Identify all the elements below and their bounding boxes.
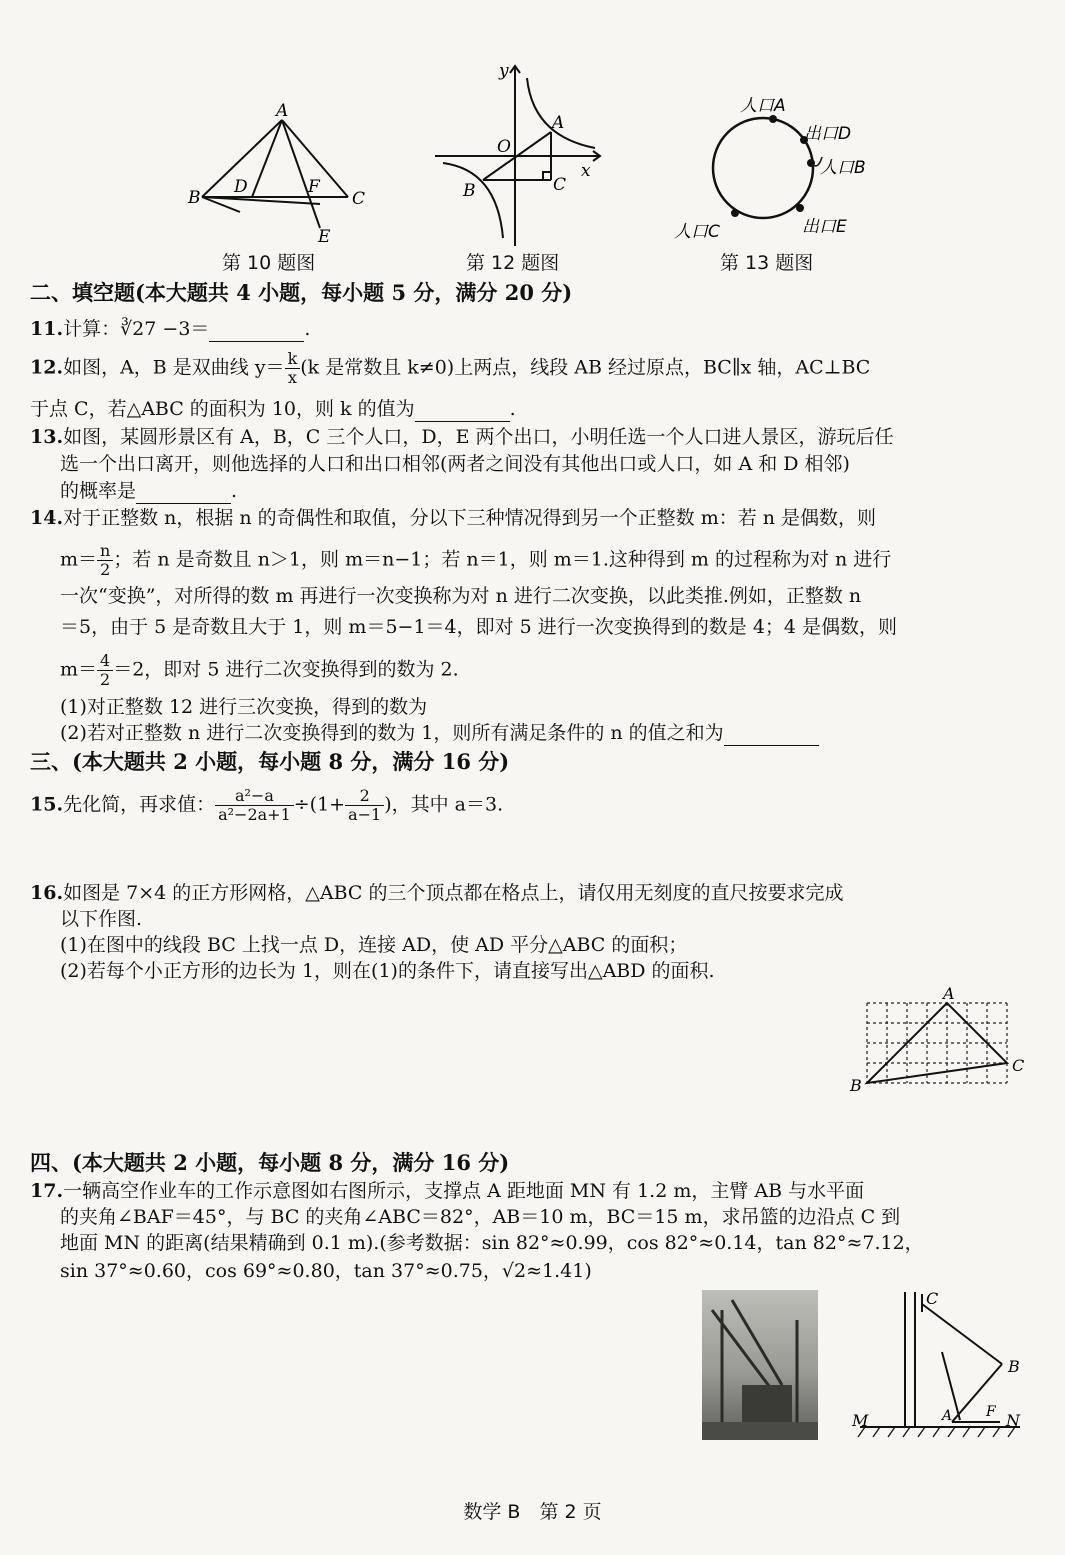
q14-line2-b: ；若 n 是奇数且 n＞1，则 m＝n−1；若 n＝1，则 m＝1.这种得到 m 的过程称为对 n 进行 [113, 548, 892, 571]
question-14-line2 [60, 542, 891, 579]
q12-number: 12. [30, 356, 64, 379]
fig10-label-a: A [276, 101, 289, 121]
q17-line1: 一辆高空作业车的工作示意图如右图所示，支撑点 A 距地面 MN 有 1.2 m，主臂 AB 与水平面 [63, 1180, 865, 1202]
q17-label-a: A [942, 1408, 953, 1424]
q17-diagram [850, 1282, 1030, 1447]
fig13-entrance-a: 人口A [740, 96, 786, 116]
fig12-label-b: B [463, 181, 476, 201]
q14-answer-blank[interactable] [724, 725, 819, 746]
q11-expression: ∛27 −3＝ [120, 318, 210, 340]
q12-line2: 于点 C，若△ABC 的面积为 10，则 k 的值为 [30, 398, 415, 420]
question-12 [30, 350, 870, 387]
q17-number: 17. [30, 1180, 64, 1202]
section-3-heading: 三、(本大题共 2 小题，每小题 8 分，满分 16 分) [30, 749, 510, 774]
q17-photo-drawing [702, 1290, 818, 1440]
q16-part1: (1)在图中的线段 BC 上找一点 D，连接 AD，使 AD 平分△ABC 的面积； [60, 934, 688, 956]
q13-number: 13. [30, 426, 64, 448]
q14-fraction-2 [97, 652, 113, 689]
question-17-line1 [30, 1178, 864, 1204]
question-13-line3 [60, 478, 237, 504]
fig10-label-e: E [318, 227, 331, 247]
q17-label-c: C [926, 1289, 939, 1308]
q14-line4: ＝5，由于 5 是奇数且大于 1，则 m＝5−1＝4，即对 5 进行一次变换得到的数是 4；4 是偶数，则 [60, 616, 898, 638]
q17-line2: 的夹角∠BAF＝45°，与 BC 的夹角∠ABC＝82°，AB＝10 m，BC＝15 m，求吊篮的边沿点 C 到 [60, 1206, 901, 1228]
q13-line1: 如图，某圆形景区有 A，B，C 三个人口，D，E 两个出口，小明任选一个人口进人景区，游玩后任 [63, 426, 894, 448]
figure-12 [435, 58, 610, 248]
q13-answer-blank[interactable] [136, 483, 231, 504]
question-14-line5 [60, 652, 459, 689]
q12-line1-b: (k 是常数且 k≠0)上两点，线段 AB 经过原点，BC∥x 轴，AC⊥BC [300, 356, 871, 379]
question-16-line1 [30, 880, 843, 906]
q12-frac-den: x [287, 368, 297, 387]
page-footer: 数学 B 第 2 页 [463, 1501, 602, 1523]
q13-line3: 的概率是 [60, 480, 137, 502]
q14-line5-a: m＝ [60, 658, 98, 681]
q17-label-b: B [1008, 1357, 1020, 1376]
figure-16-grid [845, 985, 1035, 1095]
fig13-exit-d: 出口D [804, 124, 852, 144]
q14-line1: 对于正整数 n，根据 n 的奇偶性和取值，分以下三种情况得到另一个正整数 m：若 n 是偶数，则 [63, 507, 877, 529]
q14-f1-num: n [97, 542, 113, 561]
q11-text: 计算： [63, 318, 121, 340]
fig13-entrance-b: 人口B [820, 158, 866, 178]
question-13-line1 [30, 424, 894, 450]
fig13-entrance-c: 人口C [674, 222, 720, 242]
q16-part2: (2)若每个小正方形的边长为 1，则在(1)的条件下，请直接写出△ABD 的面积. [60, 960, 715, 982]
fig16-label-a: A [943, 985, 955, 1003]
section-4-heading: 四、(本大题共 2 小题，每小题 8 分，满分 16 分) [30, 1150, 510, 1175]
q15-f1-num: a²−a [215, 787, 294, 806]
q14-part1: (1)对正整数 12 进行三次变换，得到的数为 [60, 696, 428, 718]
fig13-exit-e: 出口E [802, 217, 847, 237]
figure-10 [180, 100, 380, 250]
fig12-label-x: x [581, 161, 591, 181]
fig12-label-c: C [553, 175, 567, 195]
q15-text: 先化简，再求值： [63, 793, 216, 816]
q14-line2-a: m＝ [60, 548, 98, 571]
fig16-label-c: C [1012, 1056, 1025, 1075]
q14-f2-den: 2 [100, 670, 111, 689]
q12-frac-num: k [285, 350, 301, 369]
q15-f1-den: a²−2a+1 [218, 805, 291, 824]
q14-line5-b: ＝2，即对 5 进行二次变换得到的数为 2. [113, 658, 459, 681]
fig12-caption: 第 12 题图 [466, 252, 560, 274]
q15-number: 15. [30, 793, 64, 816]
q11-tail: . [304, 318, 311, 340]
fig10-label-c: C [352, 189, 366, 209]
q17-photo [702, 1290, 818, 1440]
figure-13 [670, 95, 880, 245]
fig10-label-d: D [234, 177, 248, 197]
q12-answer-blank[interactable] [415, 401, 510, 422]
fig10-caption: 第 10 题图 [222, 252, 316, 274]
q16-line1: 如图是 7×4 的正方形网格，△ABC 的三个顶点都在格点上，请仅用无刻度的直尺按要求完成 [63, 882, 844, 904]
fig10-label-f: F [308, 177, 320, 197]
q13-tail: . [231, 480, 238, 502]
q16-line2: 以下作图. [60, 908, 143, 930]
q11-answer-blank[interactable] [209, 321, 304, 342]
q17-line3: 地面 MN 的距离(结果精确到 0.1 m).(参考数据：sin 82°≈0.99，cos 82°≈0.14，tan 82°≈7.12， [60, 1232, 924, 1254]
q15-f2-den: a−1 [348, 805, 382, 824]
q14-f1-den: 2 [100, 560, 111, 579]
q17-label-f: F [986, 1404, 996, 1420]
section-2-heading: 二、填空题(本大题共 4 小题，每小题 5 分，满分 20 分) [30, 280, 573, 305]
q14-line3: 一次“变换”，对所得的数 m 再进行一次变换称为对 n 进行二次变换，以此类推.例如，正整数 n [60, 585, 862, 607]
question-14-part2 [60, 720, 819, 746]
fig12-label-y: y [499, 61, 509, 81]
q15-tail: )，其中 a＝3. [384, 793, 504, 816]
q15-fraction-2 [345, 787, 384, 824]
question-14-line1 [30, 505, 876, 531]
q12-tail: . [509, 398, 516, 420]
q17-line4: sin 37°≈0.60，cos 69°≈0.80，tan 37°≈0.75，√2≈1.41) [60, 1260, 592, 1282]
q11-number: 11. [30, 318, 64, 340]
q15-mid: ÷(1+ [293, 793, 346, 816]
fig12-label-a: A [552, 113, 565, 133]
fig16-label-b: B [850, 1076, 862, 1095]
q14-number: 14. [30, 507, 64, 529]
question-11 [30, 316, 310, 342]
question-15 [30, 787, 503, 824]
fig13-caption: 第 13 题图 [720, 252, 814, 274]
q14-fraction-1 [97, 542, 113, 579]
fig10-label-b: B [188, 188, 201, 208]
q15-fraction-1 [215, 787, 294, 824]
q12-fraction [285, 350, 301, 387]
q15-f2-num: 2 [345, 787, 384, 806]
q14-part2: (2)若对正整数 n 进行二次变换得到的数为 1，则所有满足条件的 n 的值之和为 [60, 722, 724, 744]
question-12-line2 [30, 396, 516, 422]
q17-label-n: N [1006, 1411, 1020, 1430]
q14-f2-num: 4 [97, 652, 113, 671]
q12-line1-a: 如图，A，B 是双曲线 y＝ [63, 356, 285, 379]
q13-line2: 选一个出口离开，则他选择的人口和出口相邻(两者之间没有其他出口或人口，如 A 和 D 相邻) [60, 453, 850, 475]
q16-number: 16. [30, 882, 64, 904]
q17-label-m: M [852, 1411, 869, 1430]
fig12-label-o: O [497, 137, 511, 157]
